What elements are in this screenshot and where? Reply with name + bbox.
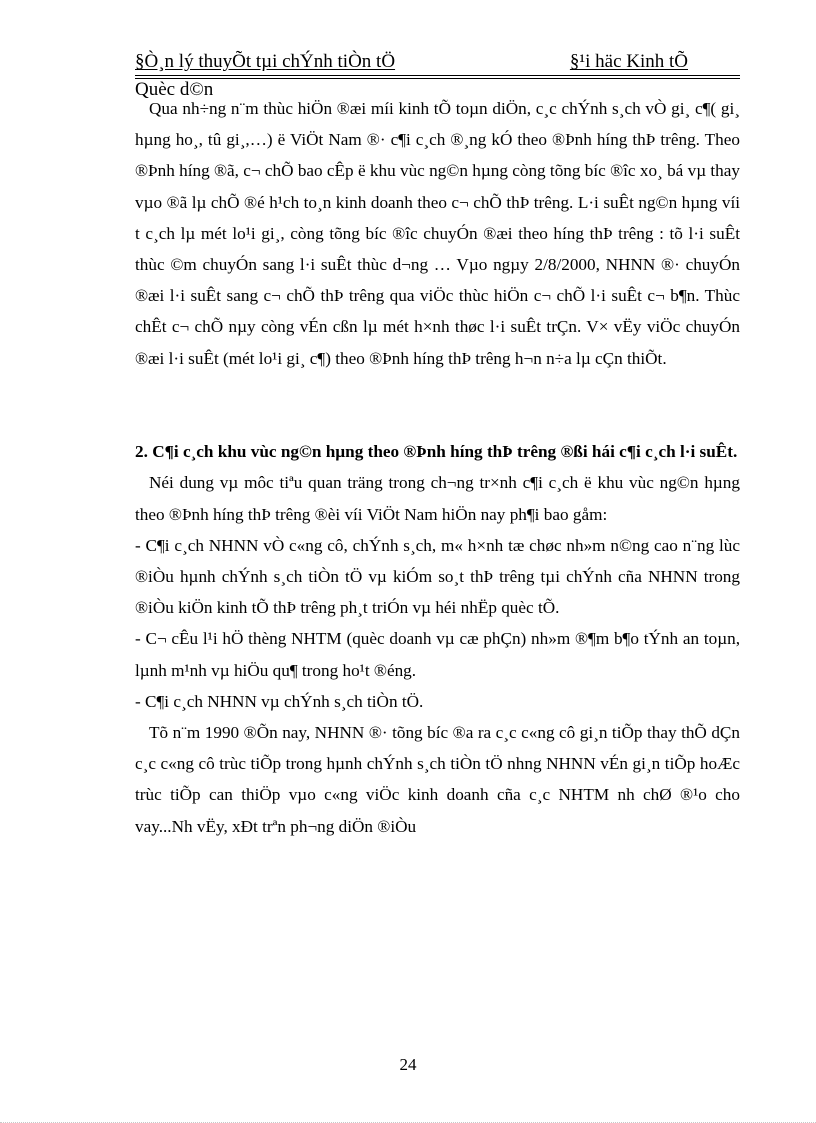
list-item: - C¬ cÊu l¹i hÖ thèng NHTM (quèc doanh vµ cæ phÇn) nh»m ®¶m b¶o tÝnh an toµn, lµnh m¹nh vµ hiÖu qu¶ trong ho¹t ®éng.	[135, 629, 740, 680]
header-subtitle: Quèc d©n	[135, 79, 214, 100]
section-heading: 2. C¶i c¸ch khu vùc ng©n hµng theo ®Þnh híng thÞ trêng ®ßi hái c¶i c¸ch l·i suÊt.	[135, 441, 738, 461]
header-line	[135, 50, 740, 76]
document-body	[135, 93, 740, 842]
page-number: 24	[399, 1055, 417, 1074]
list-item: - C¶i c¸ch NHNN vµ chÝnh s¸ch tiÒn tÖ.	[135, 691, 424, 711]
section-spacer	[135, 374, 740, 436]
body-paragraph: Qua nh÷ng n¨m thùc hiÖn ®æi míi kinh tÕ toµn diÖn, c¸c chÝnh s¸ch vÒ gi¸ c¶( gi¸ hµng ho¸, tû gi¸,…) ë ViÖt Nam ®· c¶i c¸ch ®¸ng kÓ theo ®Þnh híng thÞ trêng. Theo ®Þnh híng ®ã, c¬ chÕ bao cÊp ë khu vùc ng©n hµng còng tõng bíc ®îc xo¸ bá vµ thay vµo ®ã lµ chÕ ®é h¹ch to¸n kinh doanh theo c¬ chÕ thÞ trêng. L·i suÊt ng©n hµng víi t c¸ch lµ mét lo¹i gi¸, còng tõng bíc ®îc chuyÓn ®æi theo híng thÞ trêng : tõ l·i suÊt thùc ©m chuyÓn sang l·i suÊt thùc d¬ng … Vµo ngµy 2/8/2000, NHNN ®· chuyÓn ®æi l·i suÊt sang c¬ chÕ thÞ trêng qua viÖc thùc hiÖn c¬ chÕ l·i suÊt c¬ b¶n. Thùc chÊt c¬ chÕ nµy còng vÉn cßn lµ mét h×nh thøc l·i suÊt trÇn. V× vËy viÖc chuyÓn ®æi l·i suÊt (mét lo¹i gi¸ c¶) theo ®Þnh híng thÞ trêng h¬n n÷a lµ cÇn thiÕt.	[135, 99, 740, 368]
body-paragraph: Tõ n¨m 1990 ®Õn nay, NHNN ®· tõng bíc ®a ra c¸c c«ng cô gi¸n tiÕp thay thÕ dÇn c¸c c«ng cô trùc tiÕp trong hµnh chÝnh s¸ch tiÒn tÖ nhng NHNN vÉn gi¸n tiÕp hoÆc trùc tiÕp can thiÖp vµo c«ng viÖc kinh doanh cña c¸c NHTM nh chØ ®¹o cho vay...Nh vËy, xÐt trªn ph¬ng diÖn ®iÒu	[135, 722, 740, 836]
header-title-right: §¹i häc Kinh tÕ	[569, 51, 688, 72]
header-title-left: §Ò¸n lý thuyÕt tµi chÝnh tiÒn tÖ	[135, 51, 396, 72]
body-paragraph: Néi dung vµ môc tiªu quan träng trong ch¬ng tr×nh c¶i c¸ch ë khu vùc ng©n hµng theo ®Þnh híng thÞ trêng ®èi víi ViÖt Nam hiÖn nay ph¶i bao gåm:	[135, 473, 740, 524]
list-item: - C¶i c¸ch NHNN vÒ c«ng cô, chÝnh s¸ch, m« h×nh tæ chøc nh»m n©ng cao n¨ng lùc ®iÒu hµnh chÝnh s¸ch tiÒn tÖ vµ kiÓm so¸t thÞ trêng tµi chÝnh cña NHNN trong ®iÒu kiÖn kinh tÕ thÞ trêng ph¸t triÓn vµ héi nhËp quèc tÕ.	[135, 535, 740, 618]
